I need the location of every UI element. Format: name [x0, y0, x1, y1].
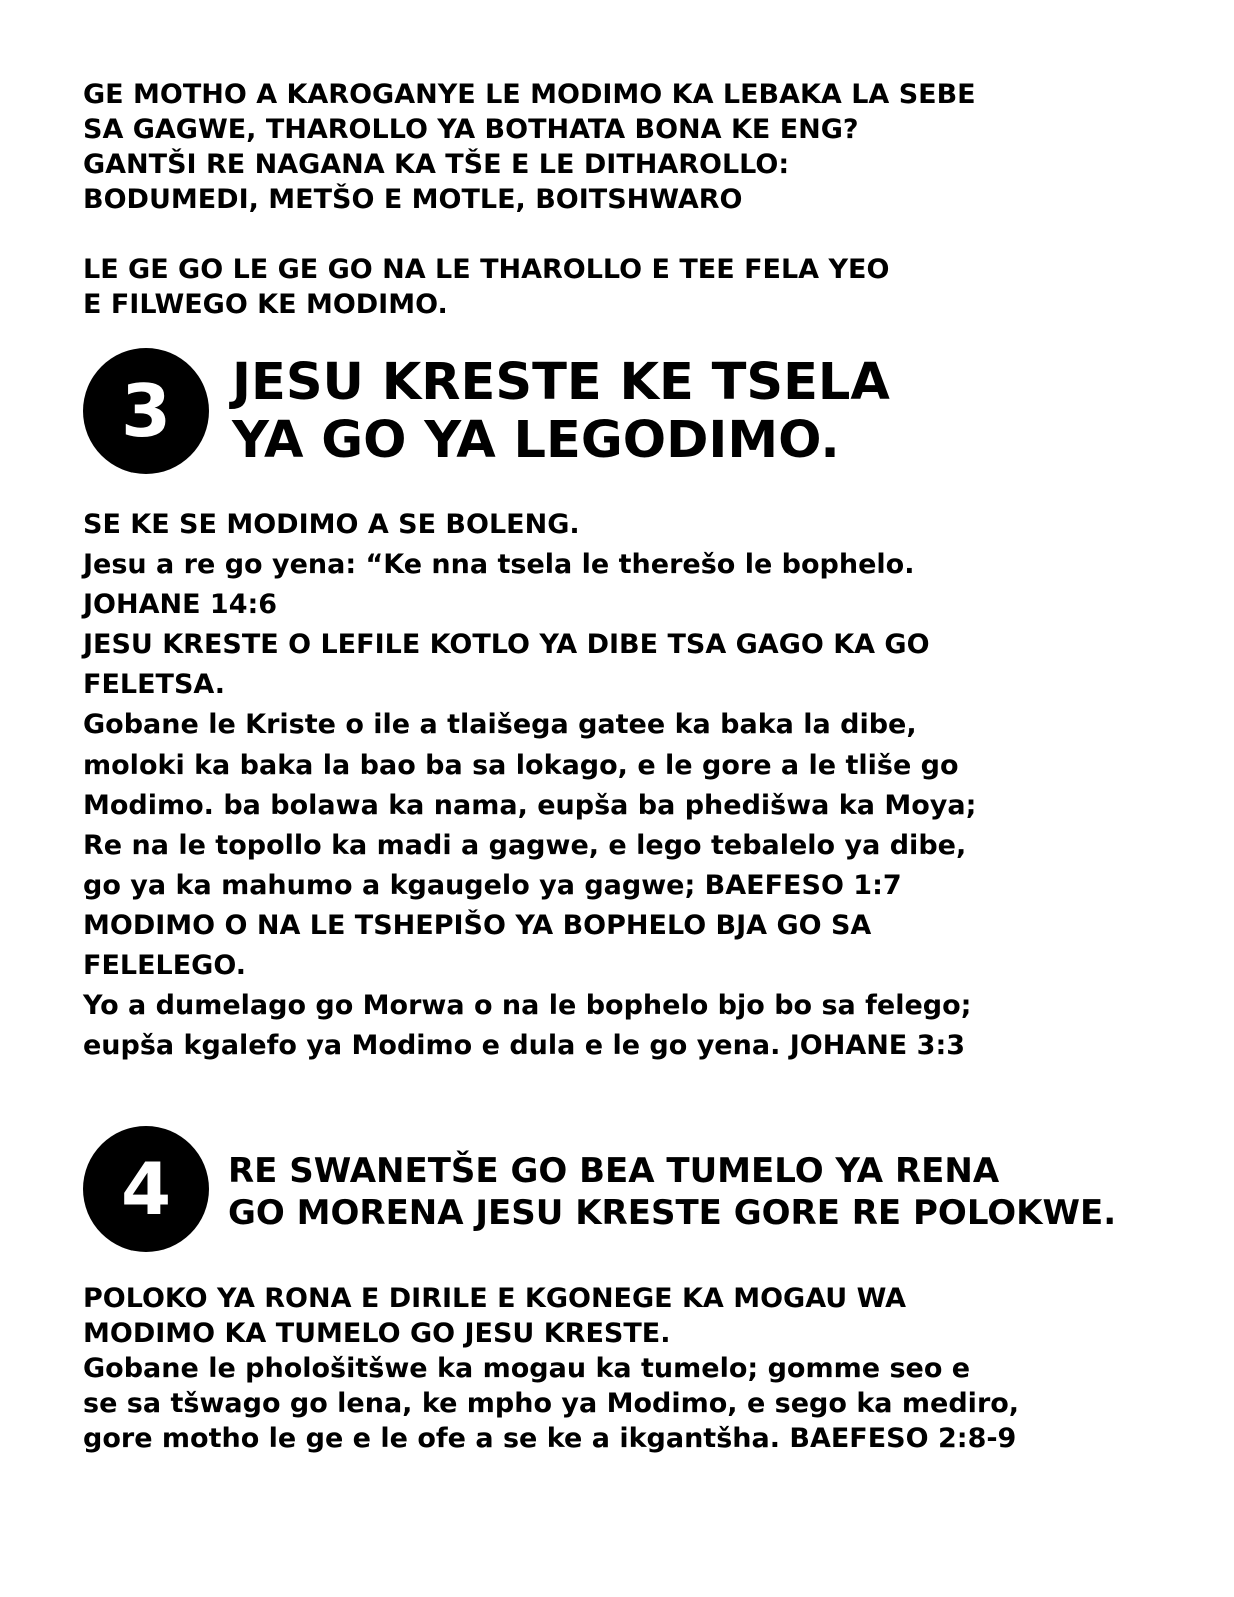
heading-line: JESU KRESTE KE TSELA	[232, 353, 890, 412]
text-line: Modimo. ba bolawa ka nama, eupša ba phedišwa ka Moya;	[83, 789, 977, 821]
text-line: Re na le topollo ka madi a gagwe, e lego tebalelo ya dibe,	[83, 829, 967, 861]
text-line: MODIMO KA TUMELO GO JESU KRESTE.	[83, 1318, 671, 1349]
heading-line: YA GO YA LEGODIMO.	[232, 411, 840, 470]
text-line: JOHANE 14:6	[83, 589, 278, 621]
text-line: GANTŠI RE NAGANA KA TŠE E LE DITHAROLLO:	[83, 149, 790, 180]
section-number: 4	[120, 1147, 172, 1231]
text-line: moloki ka baka la bao ba sa lokago, e le gore a le tliše go	[83, 749, 959, 781]
intro-answer	[83, 252, 889, 322]
section-number: 3	[120, 369, 172, 453]
heading-line: RE SWANETŠE GO BEA TUMELO YA RENA	[228, 1151, 1000, 1191]
intro-question	[83, 77, 976, 217]
section-number-badge	[83, 1126, 209, 1252]
section-heading	[228, 1150, 1116, 1234]
text-line: GE MOTHO A KAROGANYE LE MODIMO KA LEBAKA LA SEBE	[83, 79, 976, 110]
text-line: MODIMO O NA LE TSHEPIŠO YA BOPHELO BJA GO SA	[83, 909, 872, 941]
text-line: Yo a dumelago go Morwa o na le bophelo bjo bo sa felego;	[83, 990, 972, 1022]
text-line: eupša kgalefo ya Modimo e dula e le go yena. JOHANE 3:3	[83, 1030, 966, 1062]
text-line: BODUMEDI, METŠO E MOTLE, BOITSHWARO	[83, 184, 743, 215]
text-line: POLOKO YA RONA E DIRILE E KGONEGE KA MOGAU WA	[83, 1283, 907, 1314]
text-line: LE GE GO LE GE GO NA LE THAROLLO E TEE FELA YEO	[83, 254, 890, 285]
text-line: SE KE SE MODIMO A SE BOLENG.	[83, 509, 580, 540]
text-line: E FILWEGO KE MODIMO.	[83, 289, 448, 320]
text-line: go ya ka mahumo a kgaugelo ya gagwe; BAEFESO 1:7	[83, 869, 902, 901]
section-heading	[232, 354, 890, 470]
text-line: Jesu a re go yena: “Ke nna tsela le therešo le bophelo.	[83, 549, 915, 581]
text-line: FELELEGO.	[83, 950, 246, 982]
text-line: Gobane le Kriste o ile a tlaišega gatee ka baka la dibe,	[83, 709, 917, 741]
text-line: JESU KRESTE O LEFILE KOTLO YA DIBE TSA GAGO KA GO	[83, 629, 930, 661]
text-line: gore motho le ge e le ofe a se ke a ikgantšha. BAEFESO 2:8-9	[83, 1423, 1017, 1454]
text-line: Gobane le phološitšwe ka mogau ka tumelo; gomme seo e	[83, 1353, 971, 1384]
section-number-badge	[83, 348, 209, 474]
text-line: FELETSA.	[83, 669, 226, 701]
text-line: se sa tšwago go lena, ke mpho ya Modimo, e sego ka mediro,	[83, 1388, 1020, 1419]
text-line: SA GAGWE, THAROLLO YA BOTHATA BONA KE ENG?	[83, 114, 859, 145]
section-body	[83, 505, 976, 1066]
heading-line: GO MORENA JESU KRESTE GORE RE POLOKWE.	[228, 1193, 1117, 1233]
section-body	[83, 1281, 1019, 1456]
